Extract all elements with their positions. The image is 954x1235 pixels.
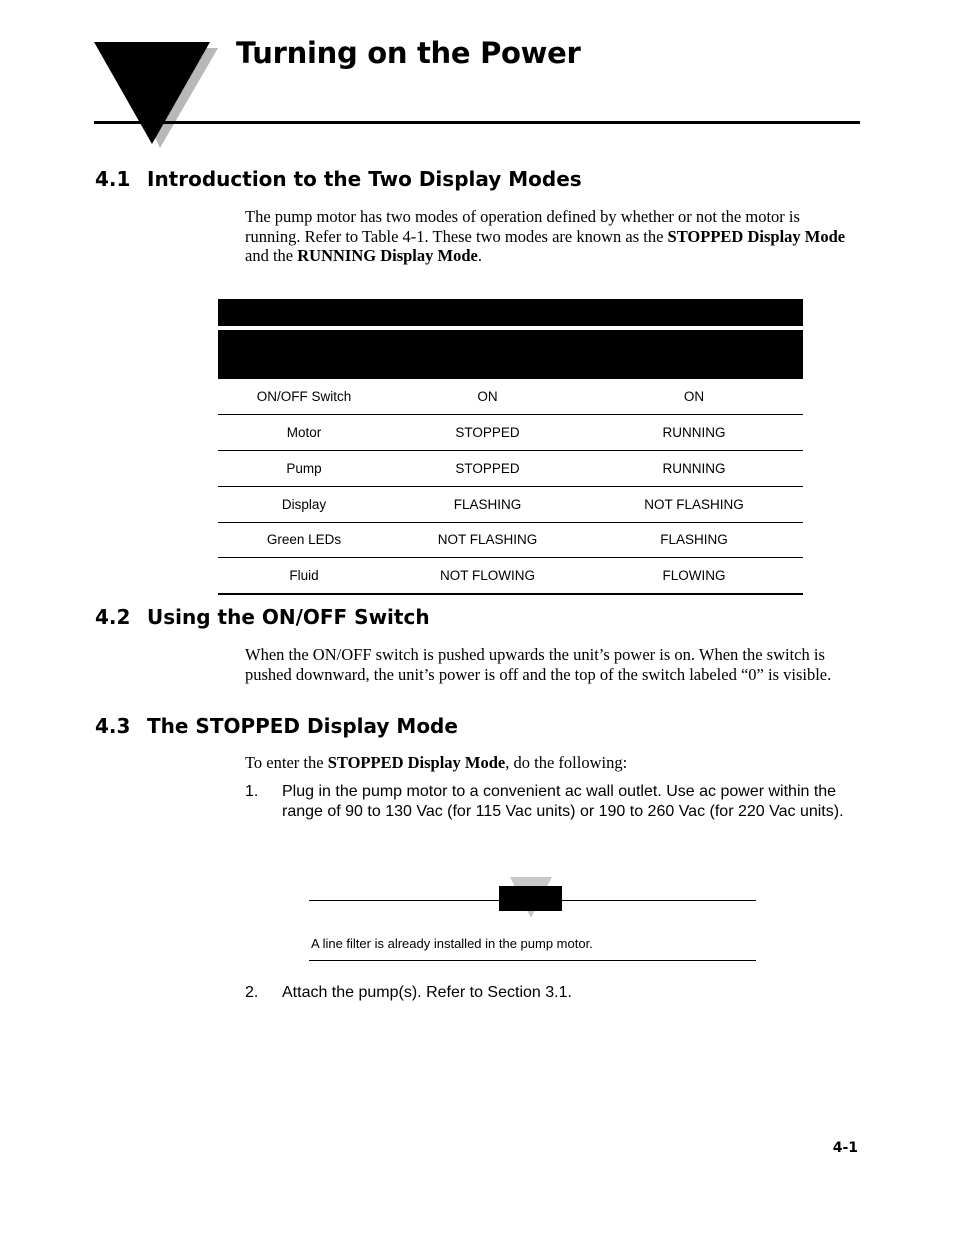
table-row xyxy=(218,451,803,487)
list-item xyxy=(245,983,857,1005)
section-heading-4-1 xyxy=(95,167,582,191)
text-run: To enter the xyxy=(245,753,328,772)
section-number: 4.3 xyxy=(95,714,131,738)
table-cell: FLASHING xyxy=(660,532,728,547)
table-cell: STOPPED xyxy=(455,461,520,476)
bold-run: RUNNING Display Mode xyxy=(297,246,478,265)
section-title: Using the ON/OFF Switch xyxy=(147,605,430,629)
table-cell: Green LEDs xyxy=(266,532,342,547)
section-4-2-paragraph: When the ON/OFF switch is pushed upwards the unit’s power is on. When the switch is pushed downward, the unit’s power is off and the top of the switch labeled “0” is visible. xyxy=(245,645,832,684)
note-bottom-rule xyxy=(309,960,756,961)
note-triangle-icon xyxy=(499,876,563,920)
table-row xyxy=(218,487,803,523)
table-cell: Display xyxy=(281,497,327,512)
note-text: A line filter is already installed in the pump motor. xyxy=(311,936,593,951)
bold-run: STOPPED Display Mode xyxy=(327,753,506,772)
section-4-1-paragraph xyxy=(245,207,857,266)
chapter-title: Turning on the Power xyxy=(236,36,581,70)
table-row xyxy=(218,415,803,451)
text-run: and the xyxy=(245,246,298,265)
list-item xyxy=(245,782,857,844)
section-title: Introduction to the Two Display Modes xyxy=(147,167,582,191)
section-number: 4.1 xyxy=(95,167,131,191)
table-row xyxy=(218,522,803,558)
step-number: 1. xyxy=(245,783,259,800)
table-header-band xyxy=(218,330,803,379)
table-cell: STOPPED xyxy=(455,425,520,440)
table-header-band-top xyxy=(218,299,803,326)
text-run: , do the following: xyxy=(505,753,628,772)
section-title: The STOPPED Display Mode xyxy=(147,714,458,738)
table-cell: NOT FLASHING xyxy=(437,532,538,547)
chapter-triangle-logo xyxy=(92,40,222,152)
text-run: . xyxy=(477,246,482,265)
table-cell: NOT FLOWING xyxy=(439,568,535,583)
table-cell: RUNNING xyxy=(662,425,726,440)
table-cell: RUNNING xyxy=(662,461,726,476)
header-rule xyxy=(94,121,860,124)
table-cell: FLASHING xyxy=(453,497,522,512)
section-number: 4.2 xyxy=(95,605,131,629)
step-text: Plug in the pump motor to a convenient ac wall outlet. Use ac power within the range of 90 to 130 Vac (for 115 Vac units) or 190 to 260 Vac (for 220 Vac units). xyxy=(282,783,844,820)
table-cell: ON xyxy=(477,389,498,404)
section-4-3-intro xyxy=(245,753,857,773)
table-cell: NOT FLASHING xyxy=(644,497,744,512)
step-number: 2. xyxy=(245,984,259,1001)
table-cell: FLOWING xyxy=(662,568,726,583)
table-row xyxy=(218,379,803,415)
table-cell: ON/OFF Switch xyxy=(256,389,352,404)
section-heading-4-2 xyxy=(95,605,430,629)
section-heading-4-3 xyxy=(95,714,458,738)
text-run: The pump motor has two modes of operation defined by whether or not the motor is running. Refer to Table 4-1. These two modes are known as the xyxy=(245,207,800,246)
table-cell: ON xyxy=(683,389,705,404)
table-cell: Pump xyxy=(286,461,322,476)
table-row xyxy=(218,558,803,595)
table-cell: Fluid xyxy=(289,568,319,583)
table-cell: Motor xyxy=(286,425,322,440)
bold-run: STOPPED Display Mode xyxy=(667,226,846,246)
step-text: Attach the pump(s). Refer to Section 3.1. xyxy=(282,984,572,1001)
page-number: 4-1 xyxy=(832,1140,858,1156)
